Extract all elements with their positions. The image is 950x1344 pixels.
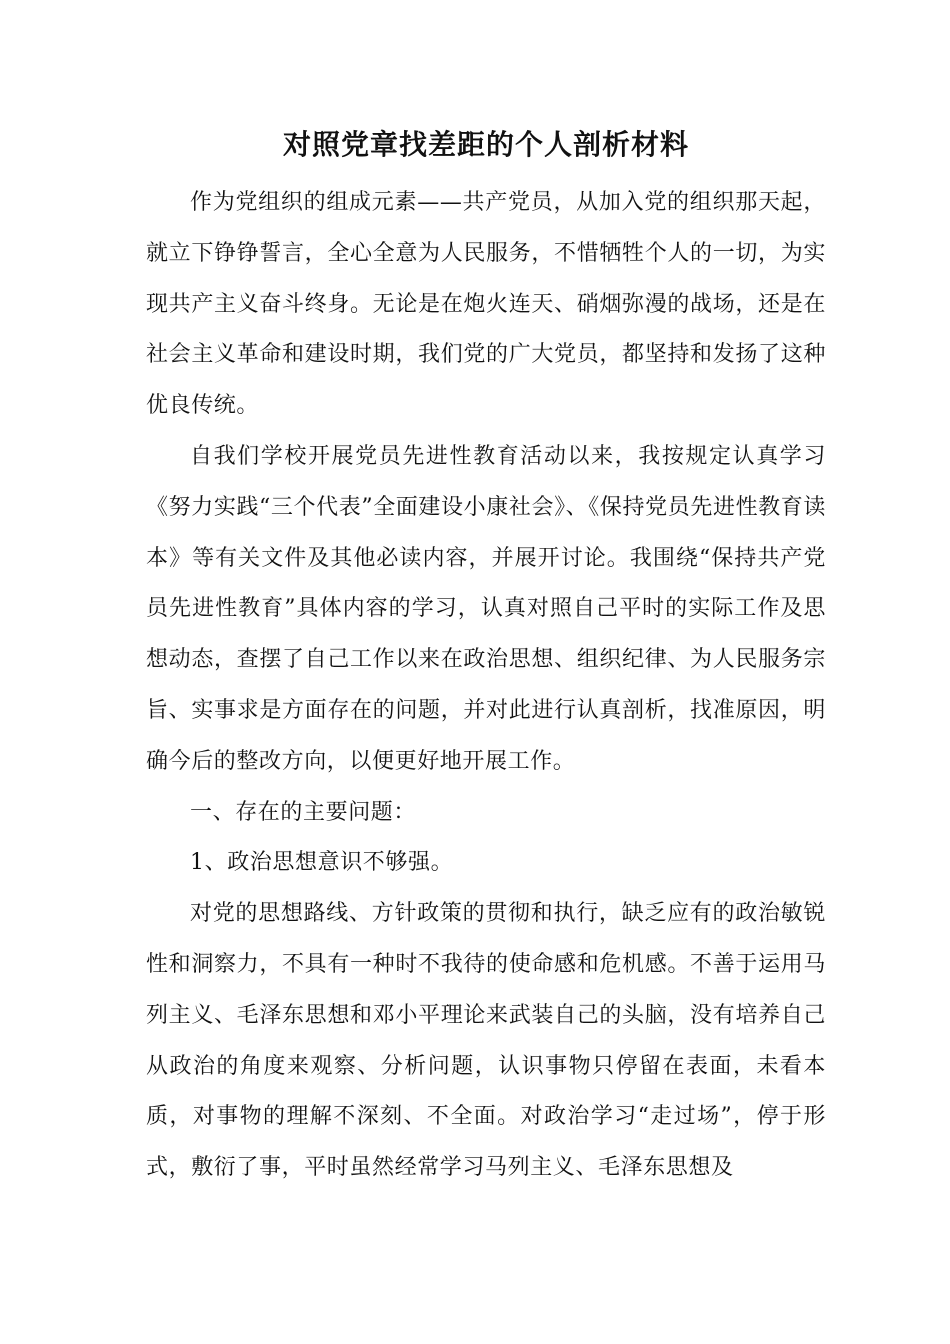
document-title: 对照党章找差距的个人剖析材料: [282, 128, 689, 161]
subsection-heading-political-awareness: 1、政治思想意识不够强。: [190, 850, 454, 876]
section-heading-main-problems: 一、存在的主要问题：: [190, 799, 417, 825]
paragraph-intro: 作为党组织的组成元素——共产党员，从加入党的组织那天起，就立下铮铮誓言，全心全意为人民服务，不惜牺牲个人的一切，为实现共产主义奋斗终身。无论是在炮火连天、硝烟弥漫的战场，还是在社会主义革命和建设时期，我们党的广大党员，都坚持和发扬了这种优良传统。: [146, 190, 826, 419]
paragraph-study: 自我们学校开展党员先进性教育活动以来，我按规定认真学习《努力实践“三个代表”全面建设小康社会》、《保持党员先进性教育读本》等有关文件及其他必读内容，并展开讨论。我围绕“保持共产党员先进性教育”具体内容的学习，认真对照自己平时的实际工作及思想动态，查摆了自己工作以来在政治思想、组织纪律、为人民服务宗旨、实事求是方面存在的问题，并对此进行认真剖析，找准原因，明确今后的整改方向，以便更好地开展工作。: [146, 443, 826, 774]
document-page: [146, 118, 826, 1194]
paragraph-political-awareness: 对党的思想路线、方针政策的贯彻和执行，缺乏应有的政治敏锐性和洞察力，不具有一种时不我待的使命感和危机感。不善于运用马列主义、毛泽东思想和邓小平理论来武装自己的头脑，没有培养自己从政治的角度来观察、分析问题，认识事物只停留在表面，未看本质，对事物的理解不深刻、不全面。对政治学习“走过场”，停于形式，敷衍了事，平时虽然经常学习马列主义、毛泽东思想及: [146, 901, 826, 1181]
